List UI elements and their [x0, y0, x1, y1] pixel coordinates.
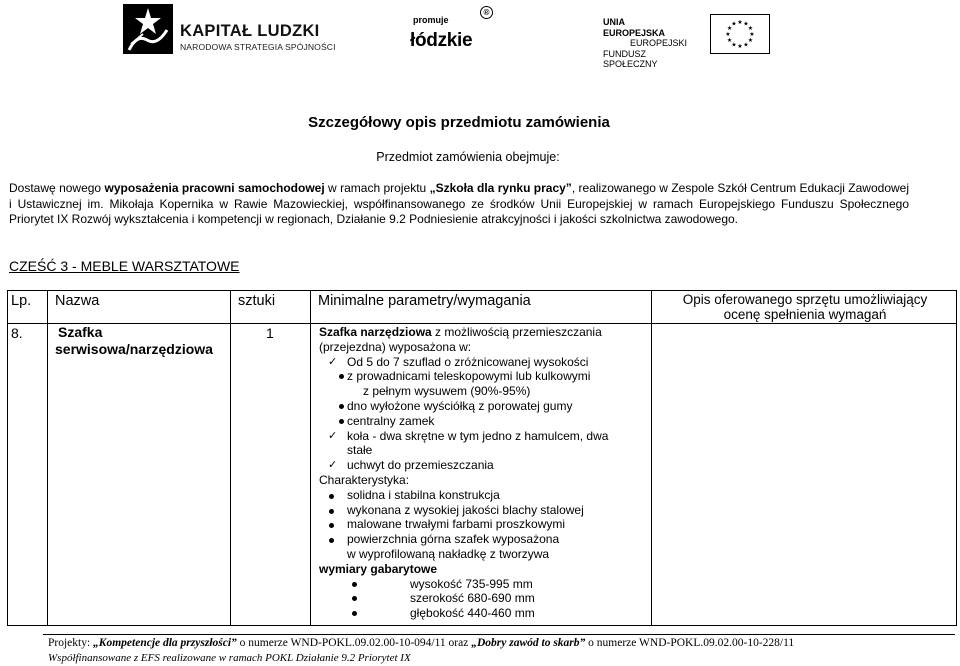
kapital-ludzki-logo: [123, 4, 336, 54]
footer-divider: [43, 634, 955, 635]
eu-text: [603, 17, 687, 70]
requirements-table: [7, 290, 957, 626]
document-title: Szczegółowy opis przedmiotu zamówienia: [308, 114, 610, 131]
spec-sub-3-text: centralny zamek: [347, 413, 435, 428]
spec-check-3: [319, 458, 649, 473]
spec-dim-1: [319, 577, 649, 592]
footer-projects: [48, 637, 794, 649]
intro-paragraph: [9, 181, 909, 228]
spec-dim-3: [319, 606, 649, 621]
eu-line-3: FUNDUSZ SPOŁECZNY: [603, 48, 658, 69]
spec-char-4b: w wyprofilowaną nakładkę z tworzywa: [347, 546, 550, 561]
document-subtitle: Przedmiot zamówienia obejmuje:: [376, 150, 560, 164]
eu-line-1: UNIA EUROPEJSKA: [603, 17, 666, 38]
spec-char-2-text: wykonana z wysokiej jakości blachy stalowej: [347, 502, 584, 517]
column-divider: [230, 291, 231, 625]
svg-text:★: ★: [726, 25, 733, 32]
header-sztuki: sztuki: [238, 293, 276, 309]
spec-sub-1: [319, 369, 649, 384]
svg-text:★: ★: [725, 31, 731, 38]
spec-head-bold: Szafka narzędziowa: [319, 325, 432, 339]
promuje-lodzkie-logo: [410, 6, 492, 56]
spec-sub-1-text: z prowadnicami teleskopowymi lub kulkowymi: [347, 369, 591, 384]
spec-char-1-text: solidna i stabilna konstrukcja: [347, 487, 500, 502]
intro-part-2: wyposażenia pracowni samochodowej: [104, 181, 325, 195]
bullet-icon: [352, 582, 357, 587]
spec-head-rest: z możliwością przemieszczania: [431, 325, 602, 339]
bullet-icon: [329, 494, 334, 499]
header-opis-line-2: ocenę spełnienia wymagań: [723, 307, 887, 322]
spec-char-4: [319, 532, 649, 547]
column-divider: [310, 291, 311, 625]
header-nazwa: Nazwa: [55, 293, 100, 309]
check-icon: ✓: [328, 429, 338, 442]
spec-char-label: Charakterystyka:: [319, 472, 410, 487]
header-opis-line-1: Opis oferowanego sprzętu umożliwiający: [682, 292, 928, 307]
spec-sub-2: [319, 399, 649, 414]
spec-check-2: [319, 429, 649, 444]
column-divider: [47, 291, 48, 625]
kapital-ludzki-emblem-icon: [123, 4, 173, 54]
spec-sub-1b: z pełnym wysuwem (90%-95%): [363, 384, 531, 399]
spec-char-2: [319, 503, 649, 518]
spec-dims-label: wymiary gabarytowe: [319, 561, 438, 576]
bullet-icon: [352, 596, 357, 601]
registered-mark-icon: ®: [480, 6, 493, 19]
spec-dim-3-text: głębokość 440-460 mm: [410, 606, 535, 621]
footer-1b: „Kompetencje dla przyszłości”: [93, 637, 237, 649]
column-divider: [651, 291, 652, 625]
eu-logo: [603, 14, 833, 69]
row-name: [55, 324, 213, 358]
header-lp: Lp.: [11, 293, 32, 309]
check-icon: ✓: [328, 459, 338, 472]
svg-text:★: ★: [737, 43, 743, 50]
footer-1c: o numerze WND-POKL.09.02.00-10-094/11 oraz: [236, 637, 472, 649]
eu-line-2: EUROPEJSKI: [629, 38, 687, 48]
svg-text:★: ★: [747, 25, 754, 32]
promuje-label: promuje: [413, 15, 449, 25]
svg-text:★: ★: [749, 31, 755, 38]
intro-part-3: w ramach projektu: [324, 181, 430, 195]
spec-head: [319, 325, 649, 340]
check-icon: ✓: [328, 355, 338, 368]
svg-text:★: ★: [731, 20, 737, 28]
bullet-icon: [352, 611, 357, 616]
row-name-line-1: Szafka: [58, 324, 103, 340]
svg-text:★: ★: [747, 37, 754, 44]
spec-sub-2-text: dno wyłożone wyściółką z porowatej gumy: [347, 398, 573, 413]
spec-char-1: [319, 488, 649, 503]
spec-char-3: [319, 517, 649, 532]
kapital-ludzki-subtitle: NARODOWA STRATEGIA SPÓJNOŚCI: [180, 42, 336, 52]
footer-1a: Projekty:: [48, 637, 94, 649]
svg-text:★: ★: [726, 37, 733, 44]
lodzkie-label: łódzkie: [410, 30, 473, 51]
spec-dim-2-text: szerokość 680-690 mm: [410, 591, 535, 606]
spec-char-3-text: malowane trwałymi farbami proszkowymi: [347, 517, 566, 532]
spec-list: [319, 325, 649, 621]
bullet-icon: [329, 509, 334, 514]
spec-check-2b: stałe: [347, 443, 373, 458]
row-quantity: 1: [266, 325, 274, 341]
svg-text:★: ★: [743, 41, 749, 49]
row-name-line-2: serwisowa/narzędziowa: [55, 341, 213, 357]
spec-sub-3: [319, 414, 649, 429]
spec-check-3-text: uchwyt do przemieszczania: [347, 458, 494, 473]
spec-check-2-text: koła - dwa skrętne w tym jedno z hamulcem, dwa: [347, 428, 609, 443]
spec-char-4-text: powierzchnia górna szafek wyposażona: [347, 532, 560, 547]
spec-dim-2: [319, 591, 649, 606]
spec-head-line-2: (przejezdna) wyposażona w:: [319, 339, 472, 354]
intro-part-4: „Szkoła dla rynku pracy”: [429, 181, 572, 195]
section-heading: CZEŚĆ 3 - MEBLE WARSZTATOWE: [9, 258, 240, 274]
footer-cofinanced: Współfinansowane z EFS realizowane w ramach POKL Działanie 9.2 Priorytet IX: [48, 652, 411, 664]
header-params: Minimalne parametry/wymagania: [318, 293, 531, 309]
footer-1d: „Dobry zawód to skarb”: [471, 637, 586, 649]
footer-1e: o numerze WND-POKL.09.02.00-10-228/11: [585, 637, 795, 649]
intro-part-5: , realizowanego w Zespole Szkół Centrum Edukacji Zawodowej i Ustawicznej im. Mikołaja Kopernika w Rawie Mazowieckiej, współfinansowanego ze środków Unii Europejskiej w ramach Europejskiego Funduszu Społecznego Priorytet IX Rozwój wykształcenia i kompetencji w regionach, Działanie 9.2 Podniesienie atrakcyjności i jakości szkolnictwa zawodowego.: [9, 181, 910, 227]
bullet-icon: [339, 374, 344, 379]
header-opis: [660, 292, 950, 322]
eu-flag-icon: [710, 14, 770, 54]
svg-text:★: ★: [737, 19, 743, 26]
kapital-ludzki-title: KAPITAŁ LUDZKI: [180, 22, 320, 40]
bullet-icon: [329, 538, 334, 543]
spec-check-1-text: Od 5 do 7 szuflad o zróżnicowanej wysokości: [347, 354, 589, 369]
spec-dim-1-text: wysokość 735-995 mm: [410, 576, 533, 591]
bullet-icon: [339, 404, 344, 409]
bullet-icon: [329, 523, 334, 528]
svg-text:★: ★: [731, 41, 737, 49]
spec-check-1: [319, 355, 649, 370]
bullet-icon: [339, 419, 344, 424]
svg-text:★: ★: [743, 20, 749, 28]
intro-part-1: Dostawę nowego: [9, 181, 105, 195]
row-lp: 8.: [11, 325, 23, 341]
